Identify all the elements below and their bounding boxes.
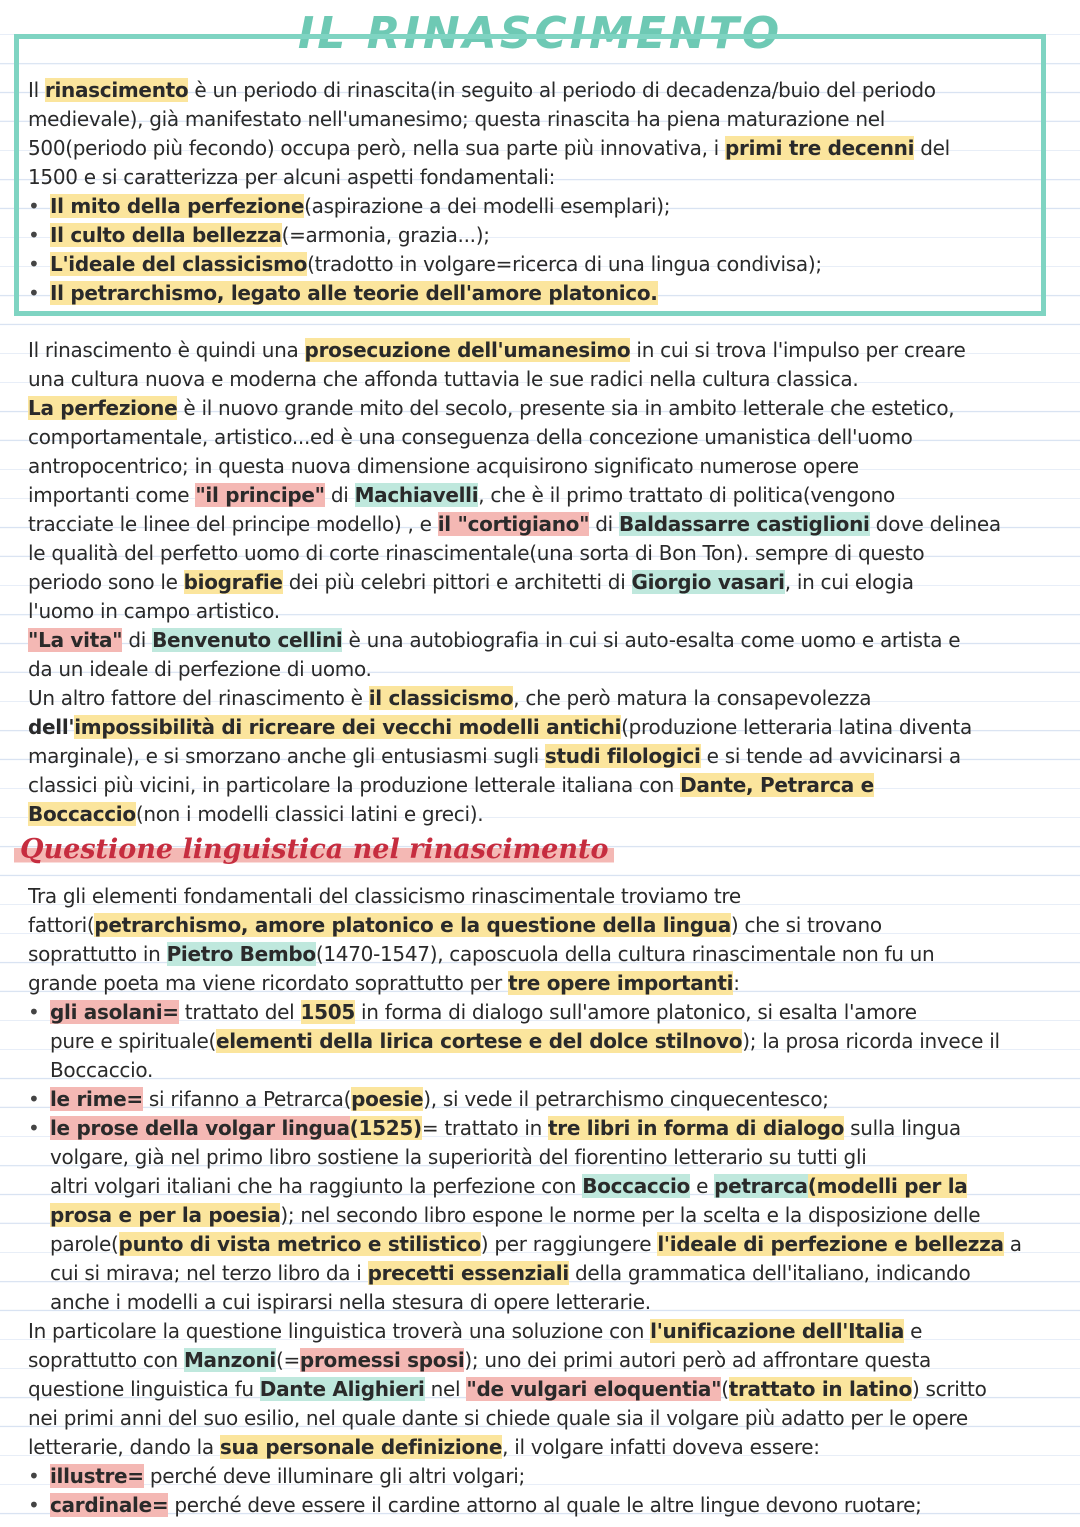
main-line-7: tracciate le linee del principe modello) , e il "cortigiano" di Baldassarre castiglioni dove delinea: [28, 512, 1001, 536]
main-line-4: comportamentale, artistico...ed è una conseguenza della concezione umanistica dell'uomo: [28, 425, 913, 449]
main-line-14: dell'impossibilità di ricreare dei vecchi modelli antichi(produzione letteraria latina diventa: [28, 715, 972, 739]
intro-bullet-1: • Il mito della perfezione(aspirazione a dei modelli esemplari);: [28, 192, 1048, 221]
main-line-15: marginale), e si smorzano anche gli entusiasmi sugli studi filologici e si tende ad avvicinarsi a: [28, 744, 961, 768]
ling-line-7: questione linguistica fu Dante Alighieri nel "de vulgari eloquentia"(trattato in latino) scritto: [28, 1377, 987, 1401]
ling-bullet-asolani: • gli asolani= trattato del 1505 in forma di dialogo sull'amore platonico, si esalta l'amore: [28, 998, 1052, 1027]
main-line-5: antropocentrico; in questa nuova dimensione acquisirono significato numerose opere: [28, 454, 859, 478]
main-line-3: La perfezione è il nuovo grande mito del secolo, presente sia in ambito letterale che estetico,: [28, 396, 955, 420]
ling-line-5: In particolare la questione linguistica troverà una soluzione con l'unificazione dell'Italia e: [28, 1319, 923, 1343]
ling-bullet-prose-cont-2: altri volgari italiani che ha raggiunto la perfezione con Boccaccio e petrarca(modelli per la: [50, 1174, 968, 1198]
ling-bullet-illustre: • illustre= perché deve illuminare gli altri volgari;: [28, 1462, 1052, 1491]
intro-bullet-3: • L'ideale del classicismo(tradotto in volgare=ricerca di una lingua condivisa);: [28, 250, 1048, 279]
ling-bullet-prose-cont-4: parole(punto di vista metrico e stilistico) per raggiungere l'ideale di perfezione e bellezza a: [50, 1232, 1022, 1256]
ling-line-4: grande poeta ma viene ricordato soprattutto per tre opere importanti:: [28, 971, 740, 995]
intro-bullet-2: • Il culto della bellezza(=armonia, grazia...);: [28, 221, 1048, 250]
main-line-11: "La vita" di Benvenuto cellini è una autobiografia in cui si auto-esalta come uomo e artista e: [28, 628, 961, 652]
intro-line-2: medievale), già manifestato nell'umanesimo; questa rinascita ha piena maturazione nel: [28, 107, 885, 131]
ling-bullet-rime: • le rime= si rifanno a Petrarca(poesie), si vede il petrarchismo cinquecentesco;: [28, 1085, 1052, 1114]
main-line-9: periodo sono le biografie dei più celebri pittori e architetti di Giorgio vasari, in cui elogia: [28, 570, 914, 594]
main-line-12: da un ideale di perfezione di uomo.: [28, 657, 372, 681]
ling-line-2: fattori(petrarchismo, amore platonico e la questione della lingua) che si trovano: [28, 913, 882, 937]
intro-text: [28, 76, 1048, 308]
ling-line-1: Tra gli elementi fondamentali del classicismo rinascimentale troviamo tre: [28, 884, 741, 908]
ling-bullet-asolani-cont-2: Boccaccio.: [50, 1058, 153, 1082]
intro-line-1: Il rinascimento è un periodo di rinascita(in seguito al periodo di decadenza/buio del periodo: [28, 78, 936, 102]
intro-line-4: 1500 e si caratterizza per alcuni aspetti fondamentali:: [28, 165, 556, 189]
page-title: IL RINASCIMENTO: [0, 4, 1080, 64]
main-line-2: una cultura nuova e moderna che affonda tuttavia le sue radici nella cultura classica.: [28, 367, 859, 391]
linguistic-section-text: [28, 882, 1052, 1520]
intro-bullet-4: • Il petrarchismo, legato alle teorie dell'amore platonico.: [28, 279, 1048, 308]
ling-bullet-prose-cont-3: prosa e per la poesia); nel secondo libro espone le norme per la scelta e la disposizione delle: [50, 1203, 981, 1227]
ling-bullet-prose-cont-6: anche i modelli a cui ispirarsi nella stesura di opere letterarie.: [50, 1290, 651, 1314]
main-line-16: classici più vicini, in particolare la produzione letterale italiana con Dante, Petrarca e: [28, 773, 874, 797]
main-line-8: le qualità del perfetto uomo di corte rinascimentale(una sorta di Bon Ton). sempre di questo: [28, 541, 925, 565]
main-line-13: Un altro fattore del rinascimento è il classicismo, che però matura la consapevolezza: [28, 686, 872, 710]
main-line-1: Il rinascimento è quindi una prosecuzione dell'umanesimo in cui si trova l'impulso per creare: [28, 338, 966, 362]
ling-bullet-cardinale: • cardinale= perché deve essere il cardine attorno al quale le altre lingue devono ruotare;: [28, 1491, 1052, 1520]
ling-line-6: soprattutto con Manzoni(=promessi sposi); uno dei primi autori però ad affrontare questa: [28, 1348, 931, 1372]
ling-bullet-prose: • le prose della volgar lingua(1525)= trattato in tre libri in forma di dialogo sulla lingua: [28, 1114, 1052, 1143]
intro-line-3: 500(periodo più fecondo) occupa però, nella sua parte più innovativa, i primi tre decenni del: [28, 136, 950, 160]
main-line-6: importanti come "il principe" di Machiavelli, che è il primo trattato di politica(vengono: [28, 483, 895, 507]
section-subtitle: Questione linguistica nel rinascimento: [14, 832, 614, 868]
ling-line-3: soprattutto in Pietro Bembo(1470-1547), caposcuola della cultura rinascimentale non fu un: [28, 942, 935, 966]
main-line-10: l'uomo in campo artistico.: [28, 599, 280, 623]
main-text: [28, 336, 1052, 829]
ling-bullet-prose-cont-5: cui si mirava; nel terzo libro da i precetti essenziali della grammatica dell'italiano, indicando: [50, 1261, 971, 1285]
main-line-17: Boccaccio(non i modelli classici latini e greci).: [28, 802, 484, 826]
ling-bullet-asolani-cont-1: pure e spirituale(elementi della lirica cortese e del dolce stilnovo); la prosa ricorda invece il: [50, 1029, 1000, 1053]
ling-bullet-prose-cont-1: volgare, già nel primo libro sostiene la superiorità del fiorentino letterario su tutti gli: [50, 1145, 867, 1169]
ling-line-9: letterarie, dando la sua personale definizione, il volgare infatti doveva essere:: [28, 1435, 820, 1459]
ling-line-8: nei primi anni del suo esilio, nel quale dante si chiede quale sia il volgare più adatto per le opere: [28, 1406, 968, 1430]
